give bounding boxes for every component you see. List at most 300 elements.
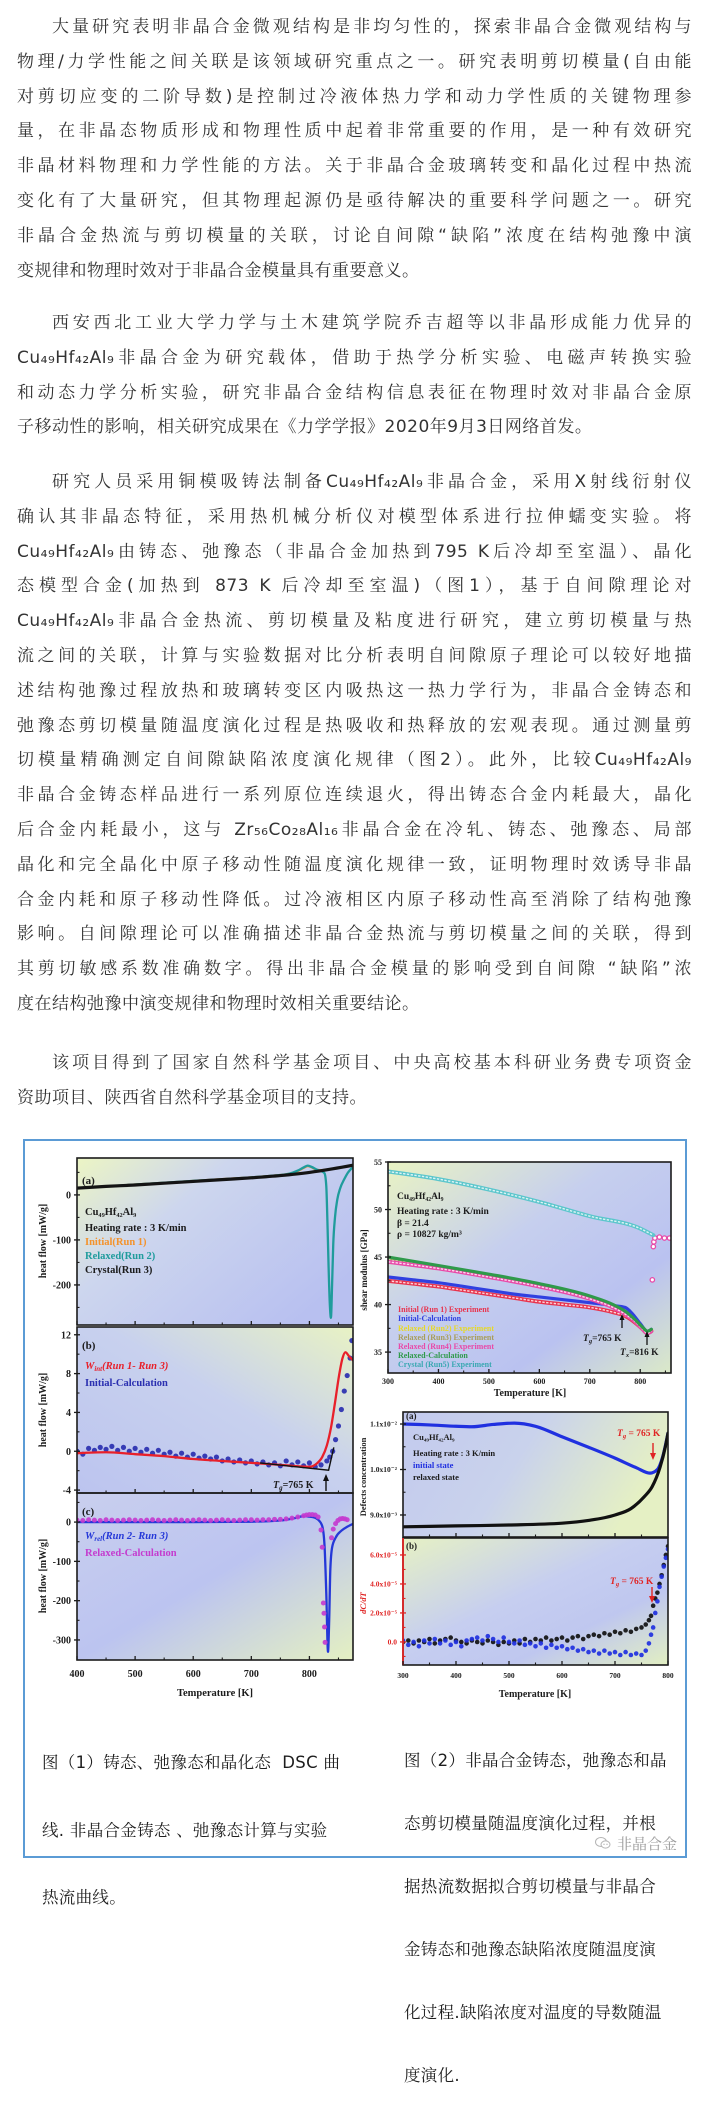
y-tick-label: -4 bbox=[62, 1485, 71, 1497]
text-line: 变化有了大量研究，但其物理起源仍是亟待解决的重要科学问题之一。研究 bbox=[17, 190, 692, 211]
tg-symbol: T bbox=[610, 1577, 616, 1587]
data-point bbox=[613, 1650, 618, 1655]
legend-item: Relaxed (Run3) Experiment bbox=[398, 1333, 494, 1342]
data-point bbox=[533, 1637, 538, 1642]
data-point bbox=[318, 1462, 323, 1467]
data-point bbox=[284, 1458, 289, 1463]
data-point bbox=[475, 1635, 480, 1640]
data-point bbox=[321, 1611, 326, 1616]
data-point bbox=[179, 1518, 184, 1523]
data-point bbox=[255, 1518, 260, 1523]
heating-rate: Heating rate : 3 K/min bbox=[85, 1223, 187, 1234]
data-point bbox=[278, 1517, 283, 1522]
data-point bbox=[639, 1625, 644, 1630]
data-point bbox=[586, 1650, 591, 1655]
y-tick-label: -200 bbox=[52, 1596, 71, 1608]
text-line: 合金内耗和原子移动性降低。过冷液相区内原子移动性高至消除了结构弛豫 bbox=[17, 889, 692, 910]
data-point bbox=[422, 1638, 427, 1643]
y-tick-label: 1.0x10⁻² bbox=[370, 1465, 397, 1475]
caption-line: 金铸态和弛豫态缺陷浓度随温度演 bbox=[404, 1939, 656, 1959]
y-tick-label: 45 bbox=[374, 1252, 382, 1262]
data-point bbox=[92, 1518, 97, 1523]
data-point bbox=[316, 1514, 321, 1519]
figure-1-caption bbox=[42, 1707, 340, 1932]
data-point bbox=[323, 1640, 328, 1645]
text-line: 弛豫态剪切模量随温度演化过程是热吸收和热释放的宏观表现。通过测量剪 bbox=[17, 715, 692, 736]
x-tick-label: 700 bbox=[609, 1671, 621, 1680]
beta-parameter: β = 21.4 bbox=[397, 1219, 429, 1229]
y-tick-label: 9.0x10⁻³ bbox=[370, 1510, 397, 1520]
data-point bbox=[237, 1518, 242, 1523]
data-point bbox=[523, 1637, 528, 1642]
data-point bbox=[659, 1574, 664, 1579]
text-line: 非晶合金铸态样品进行一系列原位连续退火，得出铸态合金内耗最大，晶化 bbox=[17, 785, 692, 806]
data-point bbox=[438, 1641, 443, 1646]
data-point bbox=[266, 1517, 271, 1522]
tg-symbol: T bbox=[583, 1334, 589, 1344]
legend-relaxed-state: relaxed state bbox=[413, 1472, 459, 1482]
text-line: 量，在非晶态物质形成和物理性质中起着非常重要的作用，是一种有效研究 bbox=[17, 121, 692, 142]
watermark-text: 非晶合金 bbox=[617, 1834, 678, 1853]
y-tick-label: 2.0x10⁻⁵ bbox=[370, 1608, 397, 1618]
data-point bbox=[121, 1445, 126, 1450]
y-tick-label: 6.0x10⁻⁵ bbox=[370, 1550, 397, 1560]
data-point bbox=[167, 1450, 172, 1455]
data-point bbox=[501, 1640, 506, 1645]
data-point bbox=[464, 1638, 469, 1643]
y-axis-label: heat flow [mW/g] bbox=[38, 1203, 49, 1279]
x-tick-label: 800 bbox=[662, 1671, 674, 1680]
text-line: 后合金内耗最小，这与 Zr₅₆Co₂₈Al₁₆非晶合金在冷轧、铸态、弛豫态、局部 bbox=[17, 819, 692, 840]
wechat-icon bbox=[594, 1835, 612, 1851]
data-point bbox=[127, 1517, 132, 1522]
data-point bbox=[109, 1518, 114, 1523]
y-tick-label: 0 bbox=[66, 1446, 71, 1458]
text-line: 非晶材料物理和力学性能的方法。关于非晶合金玻璃转变和晶化过程中热流 bbox=[17, 156, 692, 177]
data-point bbox=[570, 1635, 575, 1640]
legend-initial-calculation: Initial-Calculation bbox=[85, 1378, 168, 1389]
data-point bbox=[592, 1632, 597, 1637]
tx-value: =816 K bbox=[629, 1348, 659, 1358]
data-point bbox=[517, 1638, 522, 1643]
y-axis-label: Defects concentration bbox=[358, 1437, 368, 1517]
x-tick-label: 500 bbox=[503, 1671, 515, 1680]
account-watermark bbox=[594, 1832, 677, 1854]
legend-item: Relaxed-Calculation bbox=[398, 1351, 468, 1360]
panel-label: (b) bbox=[82, 1340, 96, 1352]
text-line: 晶化和完全晶化中原子移动性随温度演化规律一致，证明物理时效诱导非晶 bbox=[17, 854, 692, 875]
tg-subscript: g bbox=[622, 1433, 627, 1440]
caption-line: 图（2）非晶合金铸态，弛豫态和晶 bbox=[404, 1750, 667, 1770]
y-tick-label: 8 bbox=[66, 1369, 71, 1381]
paragraph-background bbox=[17, 10, 692, 288]
data-point bbox=[98, 1518, 103, 1523]
caption-line: 态剪切模量随温度演化过程，并根 bbox=[404, 1813, 656, 1833]
data-point bbox=[533, 1644, 538, 1649]
text-line: 对剪切应变的二阶导数)是控制过冷液体热力学和动力学性质的关键物理参 bbox=[17, 86, 692, 107]
x-axis-label: Temperature [K] bbox=[176, 1688, 254, 1699]
text-line: 该项目得到了国家自然科学基金项目、中央高校基本科研业务费专项资金 bbox=[52, 1053, 692, 1073]
x-axis-label: Temperature [K] bbox=[493, 1388, 567, 1399]
data-point bbox=[592, 1648, 597, 1653]
legend-relaxed-calculation: Relaxed-Calculation bbox=[85, 1548, 177, 1559]
x-tick-label: 800 bbox=[634, 1377, 647, 1386]
y-tick-label: 35 bbox=[374, 1347, 382, 1357]
data-point bbox=[623, 1628, 628, 1633]
data-point bbox=[523, 1643, 528, 1648]
data-point bbox=[109, 1444, 114, 1449]
density-parameter: ρ = 10827 kg/m³ bbox=[397, 1230, 462, 1240]
data-point bbox=[629, 1653, 634, 1658]
data-point bbox=[576, 1634, 581, 1639]
data-point bbox=[243, 1517, 248, 1522]
data-point bbox=[643, 1622, 648, 1627]
legend-item: Relaxed (Run2) Experiment bbox=[398, 1324, 494, 1333]
x-tick-label: 700 bbox=[243, 1669, 259, 1680]
data-point bbox=[475, 1640, 480, 1645]
data-point bbox=[496, 1640, 501, 1645]
tg-subscript: g bbox=[615, 1581, 620, 1588]
y-tick-label: 50 bbox=[374, 1205, 382, 1215]
paragraph-methods bbox=[17, 465, 692, 1022]
text-line: 流之间的关联，计算与实验数据对比分析表明自间隙原子理论可以较好地描 bbox=[17, 645, 692, 666]
y-tick-label: 4.0x10⁻⁵ bbox=[370, 1579, 397, 1589]
text-line: 影响。自间隙理论可以准确描述非晶合金热流与剪切模量之间的关联，得到 bbox=[17, 924, 692, 945]
data-point bbox=[433, 1637, 438, 1642]
data-point bbox=[417, 1644, 422, 1649]
tx-subscript: x bbox=[625, 1352, 630, 1359]
tg-symbol: T bbox=[273, 1480, 280, 1491]
y-tick-label: -100 bbox=[52, 1556, 71, 1568]
data-point bbox=[544, 1645, 549, 1650]
data-point bbox=[549, 1638, 554, 1643]
data-point bbox=[486, 1638, 491, 1643]
data-point bbox=[156, 1448, 161, 1453]
data-point bbox=[544, 1635, 549, 1640]
data-point bbox=[121, 1518, 126, 1523]
tg-subscript: g bbox=[588, 1338, 593, 1345]
data-point bbox=[647, 1641, 652, 1646]
data-point bbox=[576, 1648, 581, 1653]
data-point bbox=[634, 1627, 639, 1632]
data-point bbox=[607, 1651, 612, 1656]
heating-rate: Heating rate : 3 K/min bbox=[397, 1207, 489, 1217]
data-point bbox=[651, 1244, 655, 1248]
data-point bbox=[565, 1647, 570, 1652]
data-point bbox=[220, 1517, 225, 1522]
data-point bbox=[560, 1635, 565, 1640]
caption-line: 热流曲线。 bbox=[42, 1888, 126, 1907]
data-point bbox=[260, 1517, 265, 1522]
data-point bbox=[295, 1514, 300, 1519]
data-point bbox=[321, 1601, 326, 1606]
data-point bbox=[411, 1640, 416, 1645]
text-line: 其剪切敏感系数准确数字。得出非晶合金模量的影响受到自间隙 “缺陷”浓 bbox=[17, 959, 692, 980]
data-point bbox=[454, 1640, 459, 1645]
figure-charts bbox=[0, 1139, 708, 1719]
data-point bbox=[528, 1641, 533, 1646]
data-point bbox=[501, 1635, 506, 1640]
x-tick-label: 500 bbox=[482, 1377, 495, 1386]
x-tick-label: 600 bbox=[533, 1377, 546, 1386]
text-line: 大量研究表明非晶合金微观结构是非均匀性的，探索非晶合金微观结构与 bbox=[52, 17, 692, 37]
data-point bbox=[226, 1518, 231, 1523]
data-point bbox=[629, 1630, 634, 1635]
panel-label: (c) bbox=[82, 1506, 95, 1518]
data-point bbox=[649, 1632, 654, 1637]
data-point bbox=[480, 1638, 485, 1643]
data-point bbox=[661, 1564, 666, 1569]
data-point bbox=[138, 1518, 143, 1523]
tg-symbol: T bbox=[617, 1429, 623, 1439]
data-point bbox=[647, 1618, 652, 1623]
data-point bbox=[554, 1645, 559, 1650]
y-tick-label: 0.0 bbox=[387, 1637, 397, 1647]
legend-crystal-run3: Crystal(Run 3) bbox=[85, 1265, 153, 1276]
data-point bbox=[657, 1235, 661, 1239]
text-line: 述结构弛豫过程放热和玻璃转变区内吸热这一热力学行为，非晶合金铸态和 bbox=[17, 680, 692, 701]
text-line: 西安西北工业大学力学与土木建筑学院乔吉超等以非晶形成能力优异的 bbox=[52, 313, 692, 333]
data-point bbox=[331, 1527, 336, 1532]
data-point bbox=[231, 1518, 236, 1523]
legend-item: Relaxed (Run4) Experiment bbox=[398, 1342, 494, 1351]
data-point bbox=[507, 1640, 512, 1645]
data-point bbox=[345, 1517, 350, 1522]
data-point bbox=[214, 1518, 219, 1523]
data-point bbox=[427, 1637, 432, 1642]
y-tick-label: 0 bbox=[66, 1517, 71, 1529]
data-point bbox=[597, 1634, 602, 1639]
data-point bbox=[173, 1517, 178, 1522]
legend-initial-state: initial state bbox=[413, 1460, 454, 1470]
data-point bbox=[179, 1451, 184, 1456]
data-point bbox=[98, 1445, 103, 1450]
tg-value: =765 K bbox=[592, 1334, 622, 1344]
data-point bbox=[156, 1518, 161, 1523]
data-point bbox=[581, 1647, 586, 1652]
y-tick-label: 1.1x10⁻² bbox=[370, 1419, 397, 1429]
data-point bbox=[565, 1638, 570, 1643]
y-tick-label: -300 bbox=[52, 1635, 71, 1647]
data-point bbox=[448, 1643, 453, 1648]
data-point bbox=[339, 1407, 344, 1412]
x-tick-label: 800 bbox=[301, 1669, 317, 1680]
caption-line: 图（1）铸态、弛豫态和晶化态 DSC 曲 bbox=[42, 1753, 341, 1772]
y-tick-label: 12 bbox=[61, 1330, 71, 1342]
data-point bbox=[613, 1630, 618, 1635]
legend-initial-run1: Initial(Run 1) bbox=[85, 1237, 147, 1248]
data-point bbox=[185, 1518, 190, 1523]
panel-label: (b) bbox=[406, 1541, 417, 1551]
y-axis-label: heat flow [mW/g] bbox=[38, 1372, 49, 1448]
alloy-formula: Cu₄₉Hf₄₂Al₉ bbox=[85, 1207, 137, 1218]
data-point bbox=[643, 1648, 648, 1653]
data-point bbox=[115, 1518, 120, 1523]
data-point bbox=[295, 1459, 300, 1464]
text-line: 和动态力学分析实验，研究非晶合金结构信息表征在物理时效对非晶合金原 bbox=[17, 382, 692, 403]
data-point bbox=[662, 1236, 666, 1240]
data-point bbox=[345, 1373, 350, 1378]
data-point bbox=[80, 1518, 85, 1523]
data-point bbox=[651, 1625, 656, 1630]
data-point bbox=[570, 1645, 575, 1650]
y-tick-label: 0 bbox=[66, 1190, 71, 1202]
data-point bbox=[150, 1517, 155, 1522]
figure-2-caption bbox=[404, 1708, 667, 2107]
legend-symbol: W bbox=[85, 1361, 95, 1372]
alloy-formula: Cu₄₉Hf₄₂Al₉ bbox=[397, 1192, 444, 1202]
legend-item: Initial-Calculation bbox=[398, 1314, 462, 1323]
text-line: 度在结构弛豫中演变规律和物理时效相关重要结论。 bbox=[17, 993, 420, 1014]
data-point bbox=[191, 1452, 196, 1457]
text-line: 确认其非晶态特征，采用热机械分析仪对模型体系进行拉伸蠕变实验。将 bbox=[17, 506, 692, 527]
data-point bbox=[651, 1603, 656, 1608]
data-point bbox=[634, 1651, 639, 1656]
data-point bbox=[417, 1638, 422, 1643]
legend-subscript: rel bbox=[94, 1535, 103, 1543]
data-point bbox=[560, 1644, 565, 1649]
panel-label: (a) bbox=[82, 1175, 95, 1187]
tg-value: = 765 K bbox=[619, 1577, 654, 1587]
data-point bbox=[307, 1460, 312, 1465]
data-point bbox=[214, 1454, 219, 1459]
text-line: Cu₄₉Hf₄₂Al₉由铸态、弛豫态（非晶合金加热到795 K后冷却至室温）、晶化 bbox=[17, 541, 692, 562]
text-line: 子移动性的影响，相关研究成果在《力学学报》2020年9月3日网络首发。 bbox=[17, 417, 593, 438]
legend-item: Initial (Run 1) Experiment bbox=[398, 1305, 490, 1314]
data-point bbox=[133, 1518, 138, 1523]
legend-subscript: int bbox=[94, 1365, 103, 1373]
x-tick-label: 400 bbox=[69, 1669, 85, 1680]
data-point bbox=[86, 1446, 91, 1451]
data-point bbox=[657, 1585, 662, 1590]
data-point bbox=[539, 1641, 544, 1646]
data-point bbox=[470, 1637, 475, 1642]
data-point bbox=[319, 1527, 324, 1532]
heating-rate: Heating rate : 3 K/min bbox=[413, 1448, 496, 1458]
x-tick-label: 600 bbox=[185, 1669, 201, 1680]
caption-line: 线. 非晶合金铸态 、弛豫态计算与实验 bbox=[42, 1820, 328, 1840]
text-line: 切模量精确测定自间隙缺陷浓度演化规律（图2）。此外，比较Cu₄₉Hf₄₂Al₉ bbox=[17, 750, 692, 771]
text-line: 态模型合金(加热到 873 K 后冷却至室温)（图1），基于自间隙理论对 bbox=[17, 576, 692, 597]
data-point bbox=[249, 1517, 254, 1522]
data-point bbox=[649, 1614, 654, 1619]
data-point bbox=[486, 1634, 491, 1639]
panel-label: (a) bbox=[406, 1411, 417, 1421]
text-line: 非晶合金热流与剪切模量的关联，讨论自间隙“缺陷”浓度在结构弛豫中演 bbox=[17, 225, 692, 246]
tg-value: = 765 K bbox=[626, 1429, 661, 1439]
data-point bbox=[191, 1518, 196, 1523]
data-point bbox=[581, 1637, 586, 1642]
y-tick-label: 55 bbox=[374, 1157, 382, 1167]
data-point bbox=[322, 1624, 327, 1629]
data-point bbox=[289, 1516, 294, 1521]
plot-background bbox=[77, 1493, 353, 1660]
data-point bbox=[623, 1650, 628, 1655]
data-point bbox=[320, 1545, 325, 1550]
data-point bbox=[655, 1599, 660, 1604]
x-axis-label: Temperature [K] bbox=[498, 1689, 572, 1700]
data-point bbox=[602, 1648, 607, 1653]
data-point bbox=[607, 1632, 612, 1637]
y-tick-label: 4 bbox=[66, 1407, 71, 1419]
data-point bbox=[333, 1437, 338, 1442]
x-tick-label: 300 bbox=[397, 1671, 409, 1680]
text-line: 变规律和物理时效对于非晶合金模量具有重要意义。 bbox=[17, 260, 420, 281]
data-point bbox=[336, 1423, 341, 1428]
data-point bbox=[427, 1641, 432, 1646]
data-point bbox=[202, 1518, 207, 1523]
data-point bbox=[554, 1637, 559, 1642]
data-point bbox=[655, 1590, 660, 1595]
data-point bbox=[639, 1653, 644, 1658]
y-axis-label: heat flow [mW/g] bbox=[38, 1538, 49, 1614]
x-tick-label: 400 bbox=[432, 1377, 445, 1386]
data-point bbox=[272, 1517, 277, 1522]
text-line: 研究人员采用铜模吸铸法制备Cu₄₉Hf₄₂Al₉非晶合金，采用X射线衍射仪 bbox=[52, 472, 692, 492]
caption-line: 度演化. bbox=[404, 2065, 460, 2085]
data-point bbox=[586, 1634, 591, 1639]
data-point bbox=[144, 1518, 149, 1523]
tg-value: =765 K bbox=[282, 1480, 314, 1491]
y-tick-label: 40 bbox=[374, 1300, 382, 1310]
data-point bbox=[144, 1447, 149, 1452]
x-tick-label: 500 bbox=[127, 1669, 143, 1680]
data-point bbox=[618, 1653, 623, 1658]
caption-line: 化过程.缺陷浓度对温度的导数随温 bbox=[404, 2002, 662, 2022]
data-point bbox=[448, 1635, 453, 1640]
data-point bbox=[443, 1638, 448, 1643]
data-point bbox=[653, 1611, 658, 1616]
data-point bbox=[208, 1518, 213, 1523]
x-tick-label: 600 bbox=[556, 1671, 568, 1680]
data-point bbox=[618, 1631, 623, 1636]
data-point bbox=[459, 1644, 464, 1649]
data-point bbox=[202, 1454, 207, 1459]
legend-item: Crystal (Run5) Experiment bbox=[398, 1360, 492, 1369]
data-point bbox=[597, 1651, 602, 1656]
x-tick-label: 700 bbox=[583, 1377, 596, 1386]
data-point bbox=[284, 1516, 289, 1521]
legend-relaxed-run2: Relaxed(Run 2) bbox=[85, 1251, 156, 1262]
data-point bbox=[104, 1517, 109, 1522]
data-point bbox=[549, 1643, 554, 1648]
y-tick-label: -200 bbox=[52, 1280, 71, 1292]
text-line: Cu₄₉Hf₄₂Al₉非晶合金为研究载体，借助于热学分析实验、电磁声转换实验 bbox=[17, 347, 692, 368]
data-point bbox=[133, 1446, 138, 1451]
data-point bbox=[406, 1643, 411, 1648]
data-point bbox=[329, 1535, 334, 1540]
paragraph-publication bbox=[17, 306, 692, 445]
legend-runs: (Run 1- Run 3) bbox=[102, 1361, 169, 1372]
paragraph-funding bbox=[17, 1046, 692, 1116]
data-point bbox=[197, 1517, 202, 1522]
data-point bbox=[459, 1640, 464, 1645]
caption-line: 据热流数据拟合剪切模量与非晶合 bbox=[404, 1876, 656, 1896]
y-axis-label: shear modulus [GPa] bbox=[359, 1229, 369, 1311]
data-point bbox=[162, 1518, 167, 1523]
x-tick-label: 300 bbox=[382, 1377, 394, 1386]
y-axis-label: dC/dT bbox=[358, 1592, 368, 1614]
text-line: 物理/力学性能之间关联是该领域研究重点之一。研究表明剪切模量(自由能 bbox=[17, 51, 692, 72]
tg-subscript: g bbox=[279, 1484, 283, 1492]
text-line: Cu₄₉Hf₄₂Al₉非晶合金热流、剪切模量及粘度进行研究，建立剪切模量与热 bbox=[17, 611, 692, 632]
text-line: 资助项目、陕西省自然科学基金项目的支持。 bbox=[17, 1087, 367, 1108]
data-point bbox=[650, 1278, 654, 1282]
data-point bbox=[406, 1638, 411, 1643]
legend-symbol: W bbox=[85, 1531, 95, 1542]
y-tick-label: -100 bbox=[52, 1235, 71, 1247]
tx-symbol: T bbox=[620, 1348, 626, 1358]
